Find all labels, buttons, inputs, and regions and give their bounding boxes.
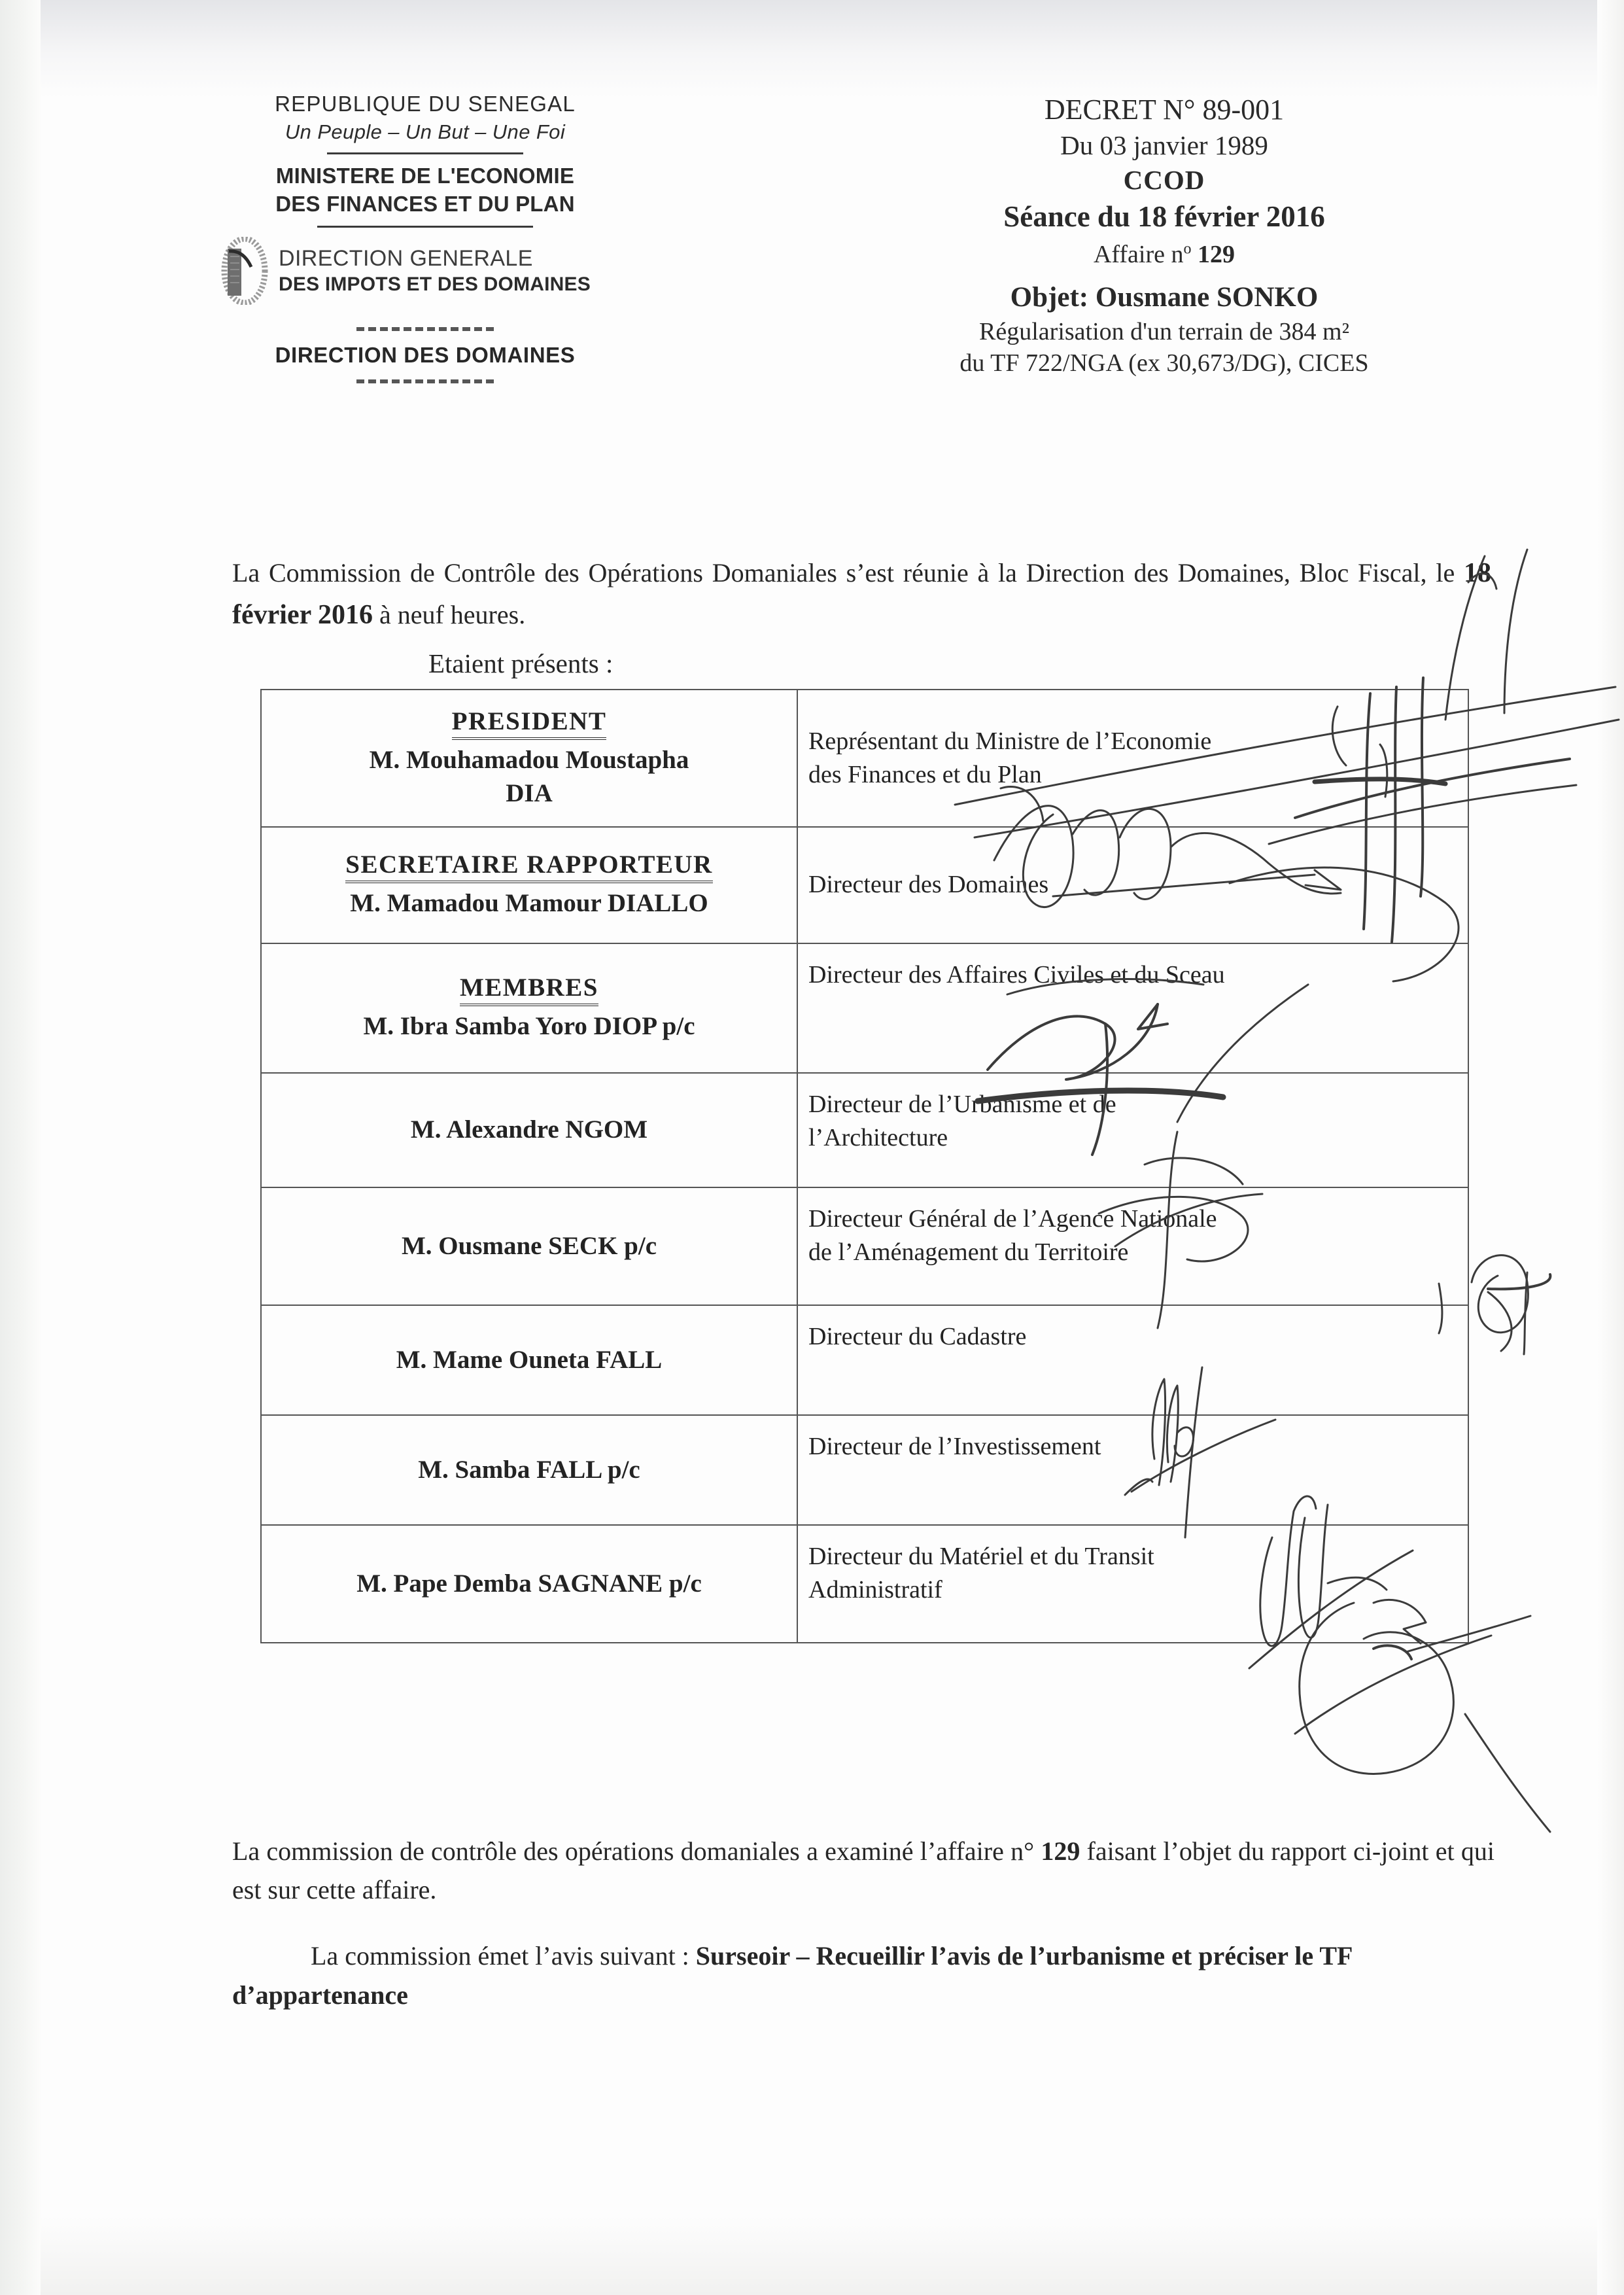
header-rule-1	[327, 152, 523, 154]
intro-text-part2: à neuf heures.	[372, 599, 526, 629]
republic-name: REPUBLIQUE DU SENEGAL	[275, 92, 576, 116]
objet-detail-1: Régularisation d'un terrain de 384 m²	[979, 317, 1349, 345]
scan-top-shading	[41, 0, 1597, 98]
affaire-number: 129	[1198, 240, 1235, 268]
closing-paragraph-2	[232, 1936, 1494, 2015]
attendee-name-cell	[261, 1305, 797, 1415]
attendee-function-line-1: Représentant du Ministre de l’Economie	[808, 727, 1212, 755]
attendee-function-line-1: Directeur du Matériel et du Transit	[808, 1543, 1154, 1570]
table-row	[261, 943, 1468, 1073]
affaire-ordinal: o	[1183, 240, 1192, 258]
header-dashed-rule-2	[356, 379, 494, 383]
attendee-name-cell	[261, 1187, 797, 1305]
header-dashed-rule-1	[356, 327, 494, 331]
closing-paragraph-1	[232, 1832, 1494, 1909]
attendee-function-cell	[797, 690, 1468, 827]
attendee-name-line-2: DIA	[506, 779, 553, 807]
attendee-name-cell	[261, 943, 797, 1073]
affaire-label: Affaire n	[1093, 240, 1184, 268]
attendee-role-title: PRESIDENT	[452, 707, 607, 740]
attendee-name-cell	[261, 1415, 797, 1525]
intro-text-part1: La Commission de Contrôle des Opérations Domaniales s’est réunie à la Direction des Domaines, Bloc Fiscal, le	[232, 558, 1464, 587]
attendee-name-cell	[261, 1073, 797, 1187]
table-row	[261, 1525, 1468, 1643]
attendee-name-line-1: M. Ibra Samba Yoro DIOP p/c	[363, 1012, 695, 1041]
attendee-function-line-1: Directeur des Domaines	[808, 871, 1049, 899]
table-row	[261, 1305, 1468, 1415]
objet-detail-2: du TF 722/NGA (ex 30,673/DG), CICES	[959, 349, 1369, 377]
attendee-function-cell	[797, 1525, 1468, 1643]
closing-affaire-number: 129	[1041, 1836, 1080, 1866]
objet-line: Objet: Ousmane SONKO	[1010, 282, 1319, 313]
header-rule-2	[317, 226, 533, 228]
affaire-line	[870, 239, 1459, 271]
impots-domaines-line: DES IMPOTS ET DES DOMAINES	[279, 273, 591, 295]
organ-acronym: CCOD	[1123, 164, 1205, 195]
attendee-role-title: SECRETAIRE RAPPORTEUR	[345, 850, 712, 883]
ministry-line-2: DES FINANCES ET DU PLAN	[275, 191, 575, 216]
attendee-role-title: MEMBRES	[460, 973, 598, 1006]
table-row	[261, 690, 1468, 827]
decret-date: Du 03 janvier 1989	[1060, 130, 1268, 161]
attendee-function-line-2: de l’Aménagement du Territoire	[808, 1238, 1129, 1267]
logo-row	[196, 237, 654, 305]
seance-date: Séance du 18 février 2016	[1003, 200, 1325, 234]
attendee-name-line-1: M. Mouhamadou Moustapha	[369, 745, 689, 774]
attendees-table	[260, 689, 1469, 1643]
attendee-name-line-1: M. Pape Demba SAGNANE p/c	[356, 1569, 702, 1598]
attendee-function-line-1: Directeur du Cadastre	[808, 1323, 1027, 1350]
direction-des-domaines: DIRECTION DES DOMAINES	[275, 342, 576, 367]
attendees-label: Etaient présents :	[428, 648, 613, 678]
attendee-name-line-1: M. Mamadou Mamour DIALLO	[350, 889, 708, 918]
attendee-name-line-1: M. Ousmane SECK p/c	[401, 1231, 657, 1260]
attendee-function-line-1: Directeur des Affaires Civiles et du Sceau	[808, 961, 1225, 989]
decret-number: DECRET N° 89-001	[1044, 94, 1285, 126]
attendee-function-line-2: des Finances et du Plan	[808, 761, 1042, 788]
attendee-name-cell	[261, 1525, 797, 1643]
attendee-name-cell	[261, 827, 797, 943]
closing-p1-part-a: La commission de contrôle des opérations domaniales a examiné l’affaire n°	[232, 1836, 1041, 1866]
header-right-block	[870, 92, 1459, 379]
table-row	[261, 1187, 1468, 1305]
attendee-name-line-1: M. Alexandre NGOM	[410, 1115, 648, 1144]
logo-text-block	[279, 246, 591, 296]
header-left-block	[196, 92, 654, 383]
ministry-line-1: MINISTERE DE L'ECONOMIE	[275, 163, 575, 188]
national-motto: Un Peuple – Un But – Une Foi	[285, 120, 566, 143]
dgid-emblem-icon	[217, 237, 268, 305]
attendee-function-cell	[797, 1415, 1468, 1525]
direction-generale-line: DIRECTION GENERALE	[279, 245, 533, 271]
document-header	[0, 92, 1624, 458]
commission-decision: Surseoir – Recueillir l’avis de l’urbanisme et préciser le TF d’appartenance	[232, 1941, 1352, 2010]
attendee-function-line-2: l’Architecture	[808, 1124, 948, 1152]
table-row	[261, 1073, 1468, 1187]
intro-meeting-date: 18 février 2016	[232, 558, 1491, 630]
attendee-function-cell	[797, 1187, 1468, 1305]
intro-paragraph	[232, 553, 1491, 637]
table-row	[261, 827, 1468, 943]
closing-p1-part-b: faisant l’objet du rapport ci-joint et qui est sur cette affaire.	[232, 1836, 1494, 1905]
attendee-function-line-1: Directeur Général de l’Agence Nationale	[808, 1205, 1217, 1233]
table-row	[261, 1415, 1468, 1525]
attendee-name-cell	[261, 690, 797, 827]
attendee-name-line-1: M. Samba FALL p/c	[418, 1455, 640, 1484]
attendee-function-cell	[797, 827, 1468, 943]
attendee-function-cell	[797, 1073, 1468, 1187]
attendee-name-line-1: M. Mame Ouneta FALL	[396, 1345, 663, 1374]
attendee-function-cell	[797, 1305, 1468, 1415]
attendee-function-line-1: Directeur de l’Investissement	[808, 1433, 1101, 1460]
attendees-table-body	[261, 690, 1468, 1643]
scan-bottom-shading	[41, 2216, 1597, 2295]
attendee-function-line-1: Directeur de l’Urbanisme et de	[808, 1091, 1116, 1118]
closing-p2-part-a: La commission émet l’avis suivant :	[311, 1941, 696, 1971]
attendee-function-line-2: Administratif	[808, 1576, 942, 1604]
attendee-function-cell	[797, 943, 1468, 1073]
